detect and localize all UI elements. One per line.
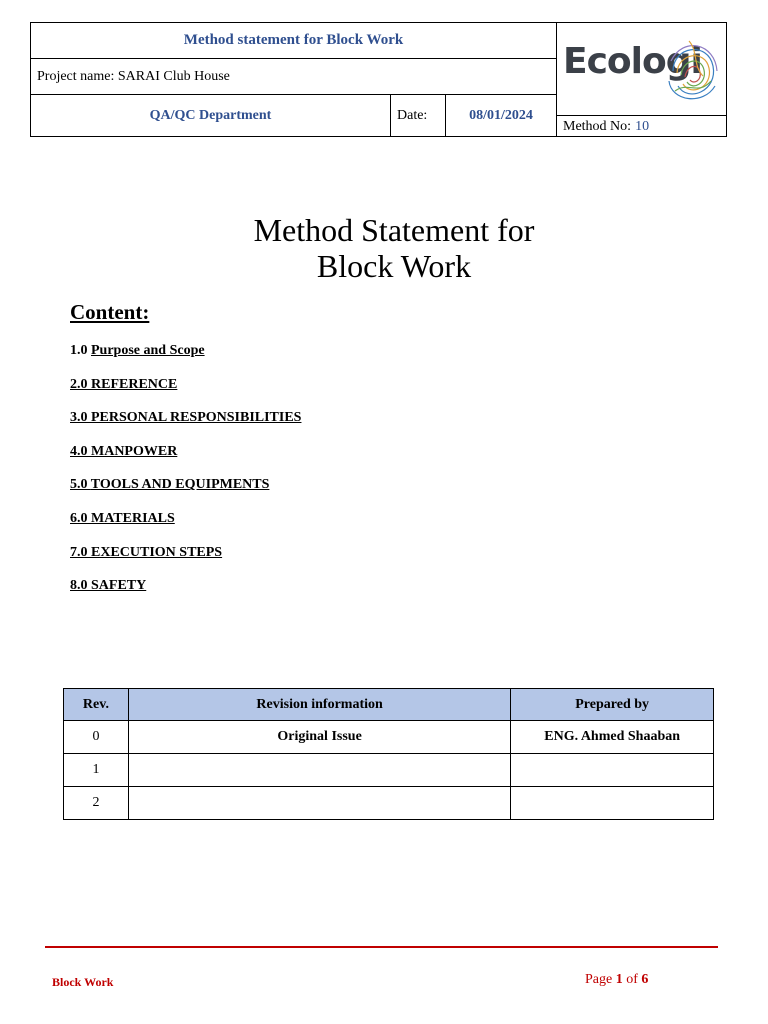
method-label: Method No: (563, 118, 632, 134)
toc-link[interactable]: MATERIALS (91, 510, 175, 526)
revision-table (63, 688, 714, 820)
table-row (64, 787, 714, 820)
cell-rev: 0 (64, 721, 129, 754)
footer-divider (45, 946, 718, 948)
content-heading: Content: (70, 300, 150, 324)
toc-item[interactable] (70, 545, 301, 579)
toc-number: 7.0 (70, 544, 91, 560)
logo-text: Ecologi (563, 41, 702, 82)
cell-rev: 1 (64, 754, 129, 787)
toc-link[interactable]: MANPOWER (91, 443, 178, 459)
logo-swirl-icon (653, 31, 723, 107)
method-number (557, 116, 727, 137)
cell-revision-info: Original Issue (128, 721, 510, 754)
of-word: of (626, 972, 638, 987)
cell-prepared-by: ENG. Ahmed Shaaban (511, 721, 714, 754)
toc-number: 4.0 (70, 443, 91, 459)
department: QA/QC Department (31, 95, 391, 137)
col-header-prepared-by: Prepared by (511, 689, 714, 721)
page-current: 1 (615, 972, 623, 987)
toc-item[interactable] (70, 377, 301, 411)
table-header-row (64, 689, 714, 721)
document-title-line2: Block Work (316, 248, 472, 284)
table-row (64, 754, 714, 787)
toc-item[interactable] (70, 511, 301, 545)
page-word: Page (585, 972, 613, 987)
method-value: 10 (635, 118, 650, 134)
toc-link[interactable]: SAFETY (91, 578, 147, 594)
col-header-rev: Rev. (64, 689, 129, 721)
footer-document-name: Block Work (52, 975, 114, 989)
toc-link[interactable]: EXECUTION STEPS (91, 544, 223, 560)
cell-revision-info (128, 754, 510, 787)
toc-number: 2.0 (70, 376, 91, 392)
date-value: 08/01/2024 (446, 95, 557, 137)
document-title-line1: Method Statement for (253, 212, 535, 248)
table-row (64, 721, 714, 754)
toc-item[interactable] (70, 410, 301, 444)
cell-rev: 2 (64, 787, 129, 820)
header-title: Method statement for Block Work (31, 23, 557, 59)
table-of-contents (70, 343, 301, 612)
page-number (585, 972, 648, 988)
cell-prepared-by (511, 787, 714, 820)
toc-number: 8.0 (70, 578, 91, 594)
document-header (30, 22, 727, 137)
page-total: 6 (641, 972, 649, 987)
toc-item[interactable] (70, 343, 301, 377)
toc-number: 3.0 (70, 410, 91, 426)
logo (557, 23, 727, 116)
toc-item[interactable] (70, 444, 301, 478)
toc-number: 6.0 (70, 510, 91, 526)
toc-link[interactable]: REFERENCE (91, 376, 178, 392)
toc-item[interactable] (70, 477, 301, 511)
toc-link[interactable]: TOOLS AND EQUIPMENTS (90, 477, 270, 493)
cell-revision-info (128, 787, 510, 820)
cell-prepared-by (511, 754, 714, 787)
toc-item[interactable] (70, 578, 301, 612)
toc-number: 5.0 (70, 477, 91, 493)
toc-link[interactable]: Purpose and Scope (91, 343, 205, 358)
toc-link[interactable]: PERSONAL RESPONSIBILITIES (91, 410, 302, 426)
project-name: Project name: SARAI Club House (31, 59, 557, 95)
col-header-revision-info: Revision information (128, 689, 510, 721)
date-label: Date: (391, 95, 446, 137)
toc-number: 1.0 (70, 343, 91, 358)
